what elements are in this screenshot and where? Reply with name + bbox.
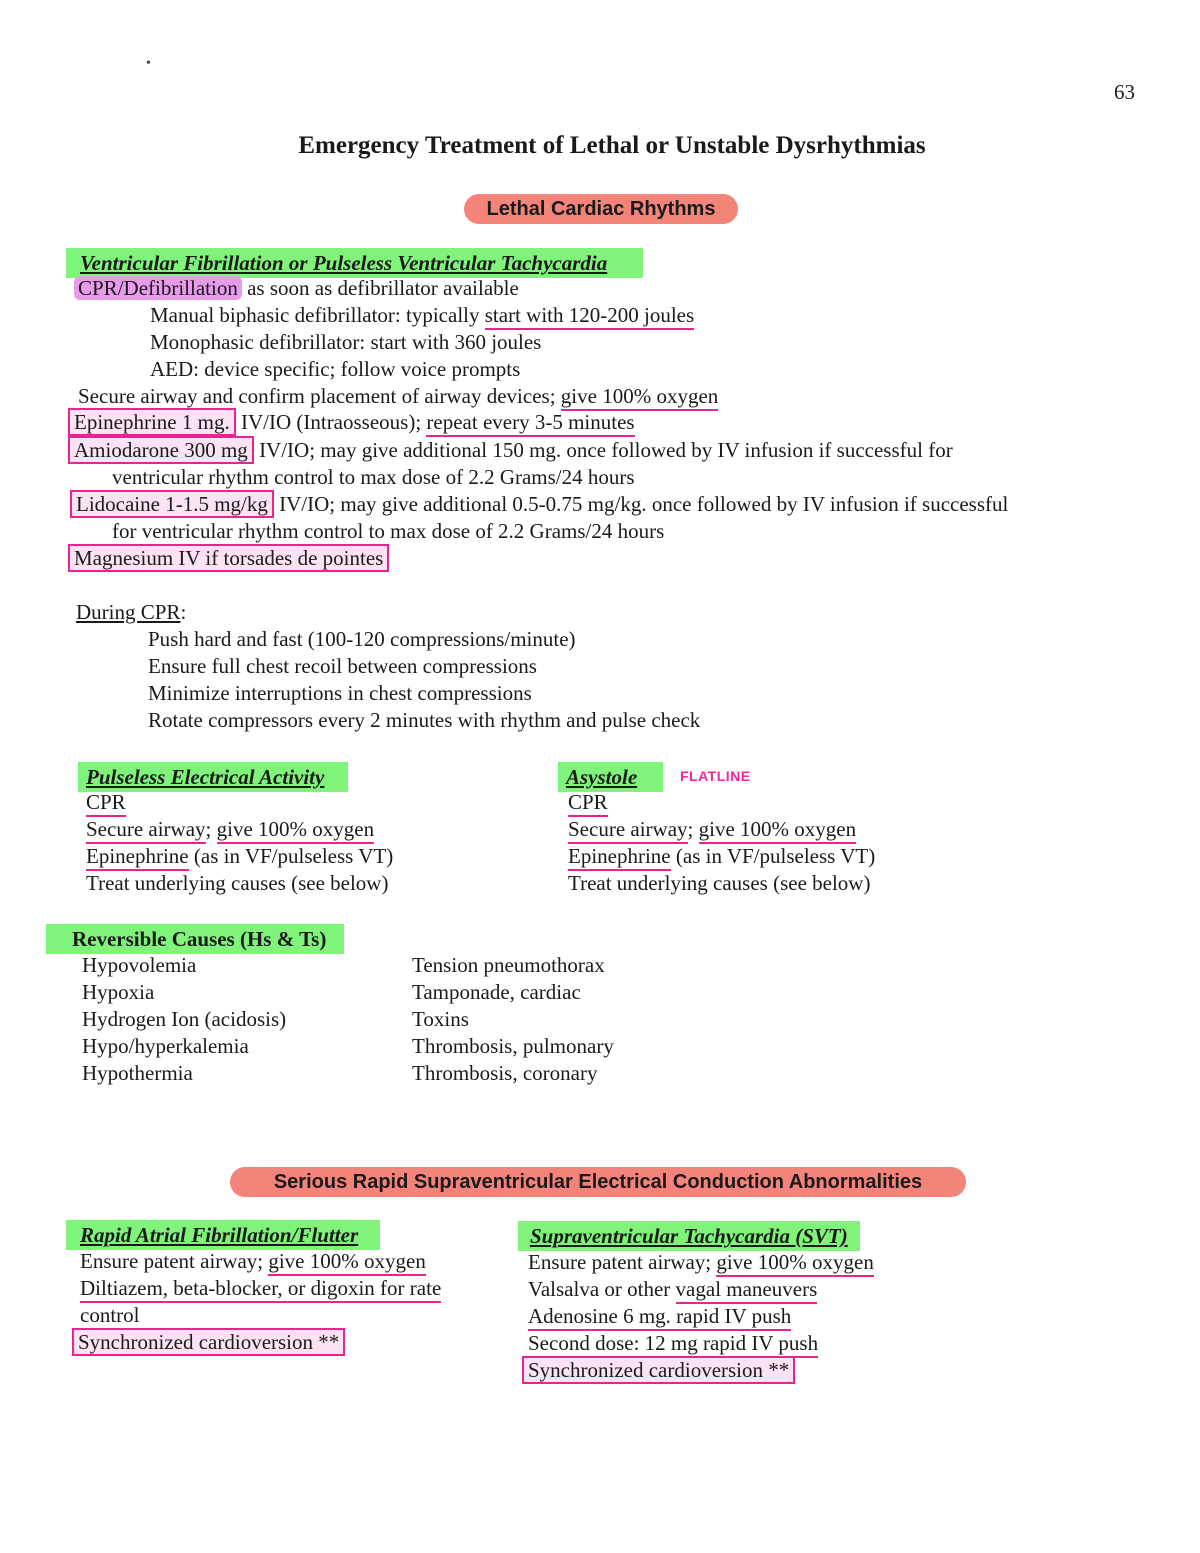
amiodarone-line: Amiodarone 300 mg IV/IO; may give additional 150 mg. once followed by IV infusion if successful for	[68, 437, 953, 464]
corner-mark: •	[146, 56, 151, 71]
afib-cardioversion-box: Synchronized cardioversion **	[72, 1328, 345, 1356]
afib-drugs-2: control	[80, 1302, 139, 1329]
manual-biphasic-line: Manual biphasic defibrillator: typically start with 120-200 joules	[150, 302, 694, 329]
t-cause: Tension pneumothorax	[412, 953, 605, 977]
pea-header: Pulseless Electrical Activity	[78, 762, 348, 792]
svt-valsalva: Valsalva or other vagal maneuvers	[528, 1276, 817, 1303]
pea-airway: Secure airway; give 100% oxygen	[86, 816, 374, 843]
supraventricular-banner: Serious Rapid Supraventricular Electrical Conduction Abnormalities	[230, 1167, 966, 1197]
monophasic-line: Monophasic defibrillator: start with 360 joules	[150, 330, 542, 354]
page-title: Emergency Treatment of Lethal or Unstable Dysrhythmias	[298, 132, 926, 159]
h-cause: Hypoxia	[82, 980, 155, 1004]
asystole-airway: Secure airway; give 100% oxygen	[568, 816, 856, 843]
amiodarone-box: Amiodarone 300 mg	[68, 436, 254, 464]
pea-causes: Treat underlying causes (see below)	[86, 871, 389, 895]
asystole-header: Asystole	[558, 762, 663, 792]
epinephrine-line: Epinephrine 1 mg. IV/IO (Intraosseous); repeat every 3-5 minutes	[68, 409, 635, 436]
amiodarone-line-2: ventricular rhythm control to max dose of 2.2 Grams/24 hours	[112, 465, 635, 489]
vf-header: Ventricular Fibrillation or Pulseless Ventricular Tachycardia	[66, 248, 643, 278]
cpr-defib-highlight: CPR/Defibrillation	[74, 276, 242, 300]
lidocaine-line: Lidocaine 1-1.5 mg/kg IV/IO; may give additional 0.5-0.75 mg/kg. once followed by IV infusion if successful	[70, 491, 1008, 518]
lidocaine-line-2: for ventricular rhythm control to max dose of 2.2 Grams/24 hours	[112, 519, 665, 543]
cpr-item: Minimize interruptions in chest compressions	[148, 681, 532, 705]
lethal-banner: Lethal Cardiac Rhythms	[464, 194, 738, 224]
lidocaine-box: Lidocaine 1-1.5 mg/kg	[70, 490, 274, 518]
epinephrine-box: Epinephrine 1 mg.	[68, 408, 236, 436]
t-cause: Thrombosis, coronary	[412, 1061, 598, 1085]
cpr-item: Rotate compressors every 2 minutes with rhythm and pulse check	[148, 708, 701, 732]
svt-header: Supraventricular Tachycardia (SVT)	[518, 1221, 860, 1251]
h-cause: Hypothermia	[82, 1061, 193, 1085]
reversible-causes-header: Reversible Causes (Hs & Ts)	[46, 924, 344, 954]
cpr-item: Ensure full chest recoil between compressions	[148, 654, 537, 678]
t-cause: Tamponade, cardiac	[412, 980, 581, 1004]
svt-cardioversion-box: Synchronized cardioversion **	[522, 1356, 795, 1384]
asystole-cpr: CPR	[568, 789, 608, 816]
h-cause: Hypovolemia	[82, 953, 197, 977]
magnesium-line	[68, 545, 389, 572]
cpr-defib-line: CPR/Defibrillation as soon as defibrillator available	[74, 275, 519, 302]
t-cause: Toxins	[412, 1007, 469, 1031]
cpr-item: Push hard and fast (100-120 compressions/minute)	[148, 627, 576, 651]
airway-line: Secure airway and confirm placement of airway devices; give 100% oxygen	[78, 383, 718, 410]
afib-header: Rapid Atrial Fibrillation/Flutter	[66, 1220, 380, 1250]
magnesium-box: Magnesium IV if torsades de pointes	[68, 544, 389, 572]
afib-drugs: Diltiazem, beta-blocker, or digoxin for rate	[80, 1275, 441, 1302]
asystole-epinephrine: Epinephrine (as in VF/pulseless VT)	[568, 843, 875, 870]
pea-epinephrine: Epinephrine (as in VF/pulseless VT)	[86, 843, 393, 870]
h-cause: Hypo/hyperkalemia	[82, 1034, 249, 1058]
flatline-note: FLATLINE	[680, 768, 751, 784]
asystole-causes: Treat underlying causes (see below)	[568, 871, 871, 895]
svt-second-dose: Second dose: 12 mg rapid IV push	[528, 1330, 818, 1357]
h-cause: Hydrogen Ion (acidosis)	[82, 1007, 287, 1031]
oxygen-underline: give 100% oxygen	[561, 384, 718, 411]
pea-cpr: CPR	[86, 789, 126, 816]
svt-adenosine: Adenosine 6 mg. rapid IV push	[528, 1303, 791, 1330]
during-cpr-header: During CPR:	[76, 600, 187, 624]
repeat-underline: repeat every 3-5 minutes	[426, 410, 634, 437]
afib-cardioversion	[72, 1329, 345, 1356]
page-number: 63	[1114, 80, 1135, 104]
aed-line: AED: device specific; follow voice prompts	[150, 357, 521, 381]
afib-airway: Ensure patent airway; give 100% oxygen	[80, 1248, 426, 1275]
t-cause: Thrombosis, pulmonary	[412, 1034, 614, 1058]
joules-underline: start with 120-200 joules	[485, 303, 694, 330]
svt-airway: Ensure patent airway; give 100% oxygen	[528, 1249, 874, 1276]
svt-cardioversion	[522, 1357, 795, 1384]
